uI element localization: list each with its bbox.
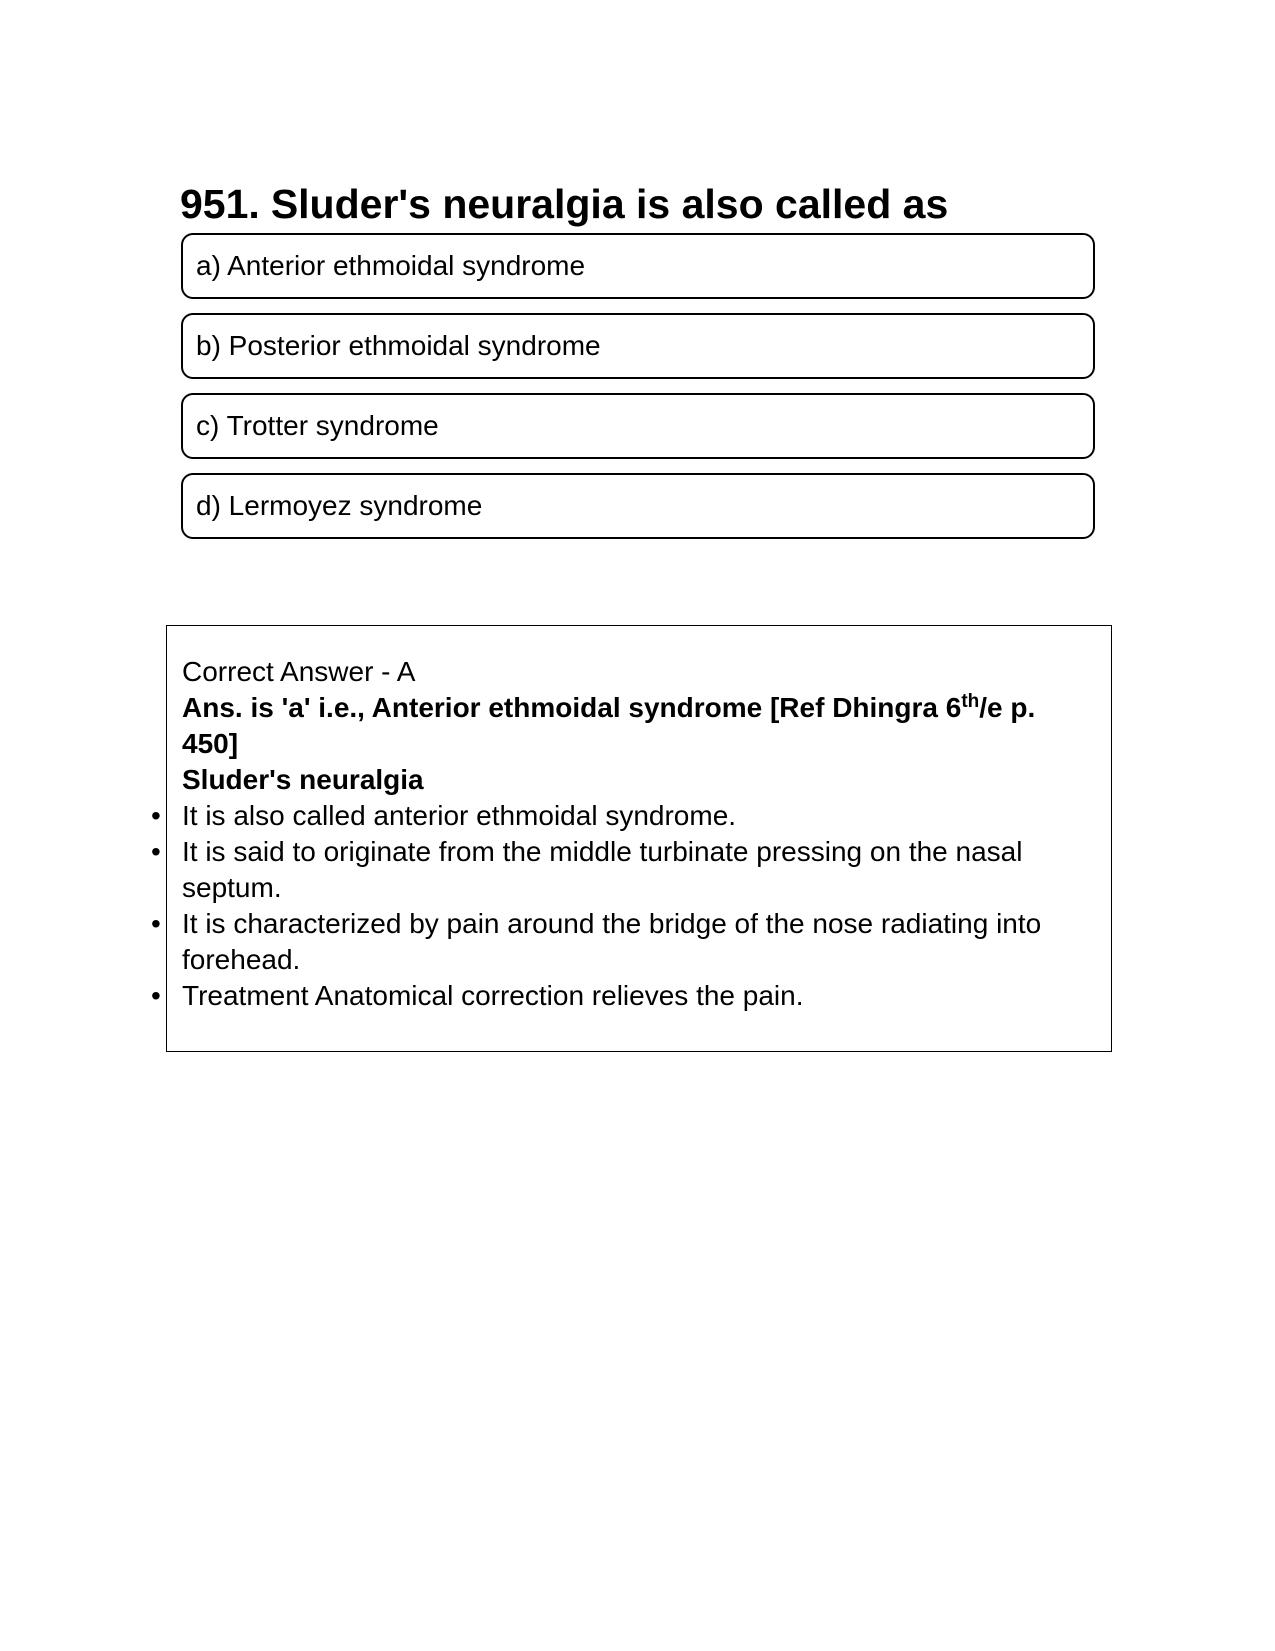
correct-answer-line: Correct Answer - A xyxy=(182,656,416,687)
list-item xyxy=(151,834,1092,906)
list-item-text: It is characterized by pain around the bridge of the nose radiating into forehead. xyxy=(182,908,1042,975)
option-b[interactable]: b) Posterior ethmoidal syndrome xyxy=(181,313,1095,379)
question-title xyxy=(180,176,948,232)
option-c[interactable]: c) Trotter syndrome xyxy=(181,393,1095,459)
topic-heading: Sluder's neuralgia xyxy=(182,764,424,795)
answer-reference xyxy=(182,690,1092,762)
bullet-icon: • xyxy=(151,836,161,867)
list-item xyxy=(151,798,1092,834)
explanation-points xyxy=(151,798,1092,1014)
question-text: Sluder's neuralgia is also called as xyxy=(270,181,949,227)
list-item xyxy=(151,978,1092,1014)
answer-reference-text: Ans. is 'a' i.e., Anterior ethmoidal syndrome [Ref Dhingra 6 xyxy=(182,692,962,723)
bullet-icon: • xyxy=(151,800,161,831)
answer-reference-edition: /e p. 450] xyxy=(182,692,1036,759)
option-d[interactable]: d) Lermoyez syndrome xyxy=(181,473,1095,539)
question-number: 951. xyxy=(180,181,260,227)
answer-reference-superscript: th xyxy=(961,691,980,712)
bullet-icon: • xyxy=(151,980,161,1011)
list-item-text: It is also called anterior ethmoidal syndrome. xyxy=(182,800,737,831)
list-item xyxy=(151,906,1092,978)
list-item-text: It is said to originate from the middle turbinate pressing on the nasal septum. xyxy=(182,836,1023,903)
answer-explanation xyxy=(151,654,1092,1014)
option-a[interactable]: a) Anterior ethmoidal syndrome xyxy=(181,233,1095,299)
list-item-text: Treatment Anatomical correction relieves the pain. xyxy=(182,980,804,1011)
bullet-icon: • xyxy=(151,908,161,939)
